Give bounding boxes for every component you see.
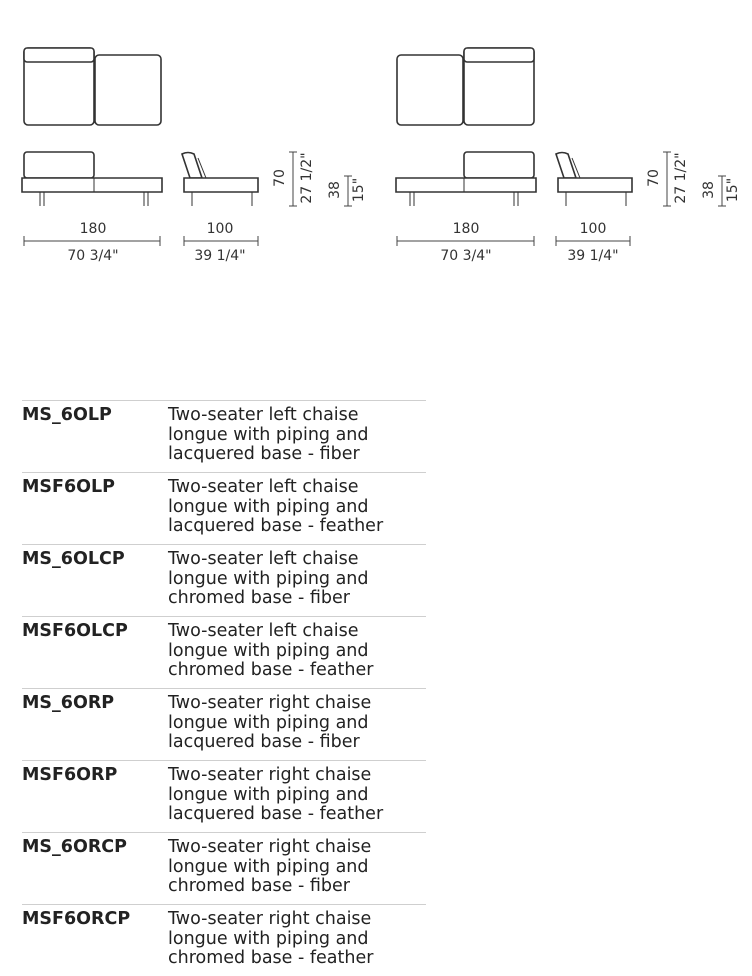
right-depth-cm: 100 (579, 221, 607, 237)
right-chaise-drawings (396, 48, 741, 264)
left-height-in: 27 1/2" (299, 152, 315, 204)
product-description: Two-seater left chaise longue with piping and lacquered base - feather (168, 477, 384, 536)
product-description: Two-seater right chaise longue with piping and chromed base - fiber (168, 837, 372, 896)
product-row (22, 904, 426, 976)
product-description: Two-seater right chaise longue with piping and chromed base - feather (168, 909, 374, 968)
left-depth-cm: 100 (206, 221, 234, 237)
left-width-in: 70 3/4" (67, 248, 119, 264)
right-front-view (396, 152, 536, 206)
left-width-cm: 180 (79, 221, 107, 237)
product-code: MSF6OLP (22, 477, 116, 497)
right-height-in: 27 1/2" (673, 152, 689, 204)
product-table (22, 400, 426, 976)
product-description: Two-seater left chaise longue with piping and chromed base - feather (168, 621, 374, 680)
left-chaise-drawings (22, 48, 367, 264)
right-width-in: 70 3/4" (440, 248, 492, 264)
product-description: Two-seater right chaise longue with piping and lacquered base - fiber (168, 693, 372, 752)
left-front-view (22, 152, 162, 206)
product-code: MS_6OLP (22, 405, 112, 425)
product-description: Two-seater right chaise longue with piping and lacquered base - feather (168, 765, 384, 824)
product-row (22, 760, 426, 832)
left-seat-in: 15" (351, 177, 367, 203)
product-row (22, 400, 426, 472)
left-depth-in: 39 1/4" (194, 248, 246, 264)
product-code: MS_6ORCP (22, 837, 127, 857)
right-top-view (397, 48, 534, 125)
product-row (22, 472, 426, 544)
product-code: MSF6OLCP (22, 621, 128, 641)
product-code: MSF6ORCP (22, 909, 131, 929)
right-seat-cm: 38 (701, 181, 717, 199)
left-height-cm: 70 (272, 169, 288, 187)
right-width-cm: 180 (452, 221, 480, 237)
right-depth-in: 39 1/4" (567, 248, 619, 264)
left-side-view (182, 153, 258, 207)
left-seat-cm: 38 (327, 181, 343, 199)
right-height-cm: 70 (646, 169, 662, 187)
product-code: MS_6ORP (22, 693, 115, 713)
left-top-view (24, 48, 161, 125)
product-row (22, 832, 426, 904)
right-seat-in: 15" (725, 177, 741, 203)
product-row (22, 616, 426, 688)
right-side-view (556, 153, 632, 207)
product-code: MS_6OLCP (22, 549, 125, 569)
product-row (22, 544, 426, 616)
product-description: Two-seater left chaise longue with piping and lacquered base - fiber (168, 405, 369, 464)
product-row (22, 688, 426, 760)
product-code: MSF6ORP (22, 765, 118, 785)
product-description: Two-seater left chaise longue with piping and chromed base - fiber (168, 549, 369, 608)
technical-drawings (0, 0, 752, 330)
